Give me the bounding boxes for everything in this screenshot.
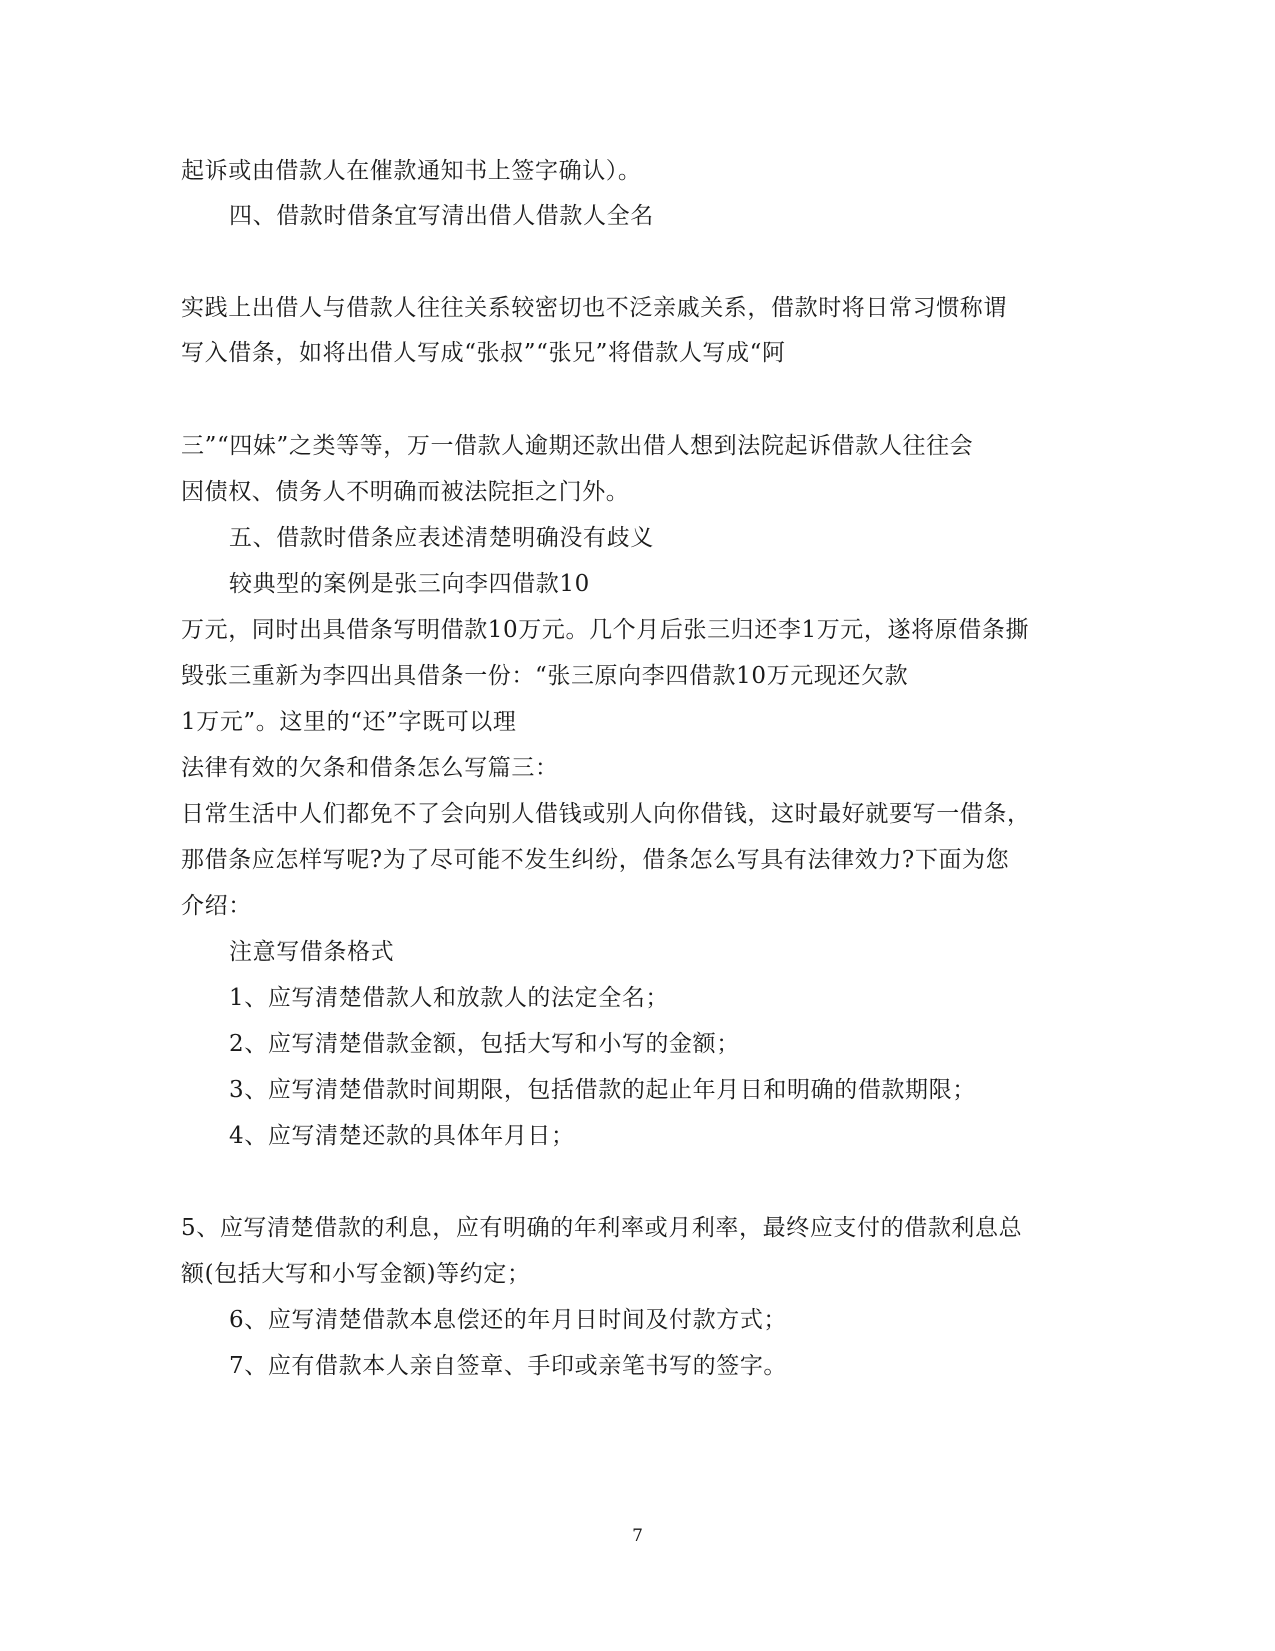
body-text-line: 三”“四妹”之类等等，万一借款人逾期还款出借人想到法院起诉借款人往往会 — [181, 433, 974, 459]
body-text-line: 万元，同时出具借条写明借款10万元。几个月后张三归还李1万元，遂将原借条撕 — [181, 617, 1030, 643]
section-heading: 四、借款时借条宜写清出借人借款人全名 — [229, 203, 654, 229]
body-text-line: 较典型的案例是张三向李四借款10 — [229, 571, 590, 597]
body-text-line: 1万元”。这里的“还”字既可以理 — [181, 709, 517, 735]
page-number: 7 — [632, 1526, 643, 1546]
list-item: 7、应有借款本人亲自签章、手印或亲笔书写的签字。 — [229, 1353, 788, 1379]
section-title: 法律有效的欠条和借条怎么写篇三： — [181, 755, 559, 781]
body-text-line: 那借条应怎样写呢?为了尽可能不发生纠纷，借条怎么写具有法律效力?下面为您 — [181, 847, 1010, 873]
body-text-line: 实践上出借人与借款人往往关系较密切也不泛亲戚关系，借款时将日常习惯称谓 — [181, 295, 1007, 321]
body-text-line: 因债权、债务人不明确而被法院拒之门外。 — [181, 479, 630, 505]
list-item-continuation: 额(包括大写和小写金额)等约定； — [181, 1261, 531, 1287]
body-text-line: 介绍： — [181, 893, 252, 919]
list-item: 3、应写清楚借款时间期限，包括借款的起止年月日和明确的借款期限； — [229, 1077, 976, 1103]
list-item: 1、应写清楚借款人和放款人的法定全名； — [229, 985, 670, 1011]
body-text-line: 起诉或由借款人在催款通知书上签字确认）。 — [181, 158, 642, 184]
list-item: 5、应写清楚借款的利息，应有明确的年利率或月利率，最终应支付的借款利息总 — [181, 1215, 1023, 1241]
body-text-line: 写入借条，如将出借人写成“张叔”“张兄”将借款人写成“阿 — [181, 340, 786, 366]
body-text-line: 毁张三重新为李四出具借条一份：“张三原向李四借款10万元现还欠款 — [181, 663, 909, 689]
section-heading: 五、借款时借条应表述清楚明确没有歧义 — [229, 525, 654, 551]
list-item: 4、应写清楚还款的具体年月日； — [229, 1123, 575, 1149]
list-item: 2、应写清楚借款金额，包括大写和小写的金额； — [229, 1031, 740, 1057]
body-text-line: 日常生活中人们都免不了会向别人借钱或别人向你借钱，这时最好就要写一借条， — [181, 801, 1031, 827]
section-heading: 注意写借条格式 — [229, 939, 395, 965]
list-item: 6、应写清楚借款本息偿还的年月日时间及付款方式； — [229, 1307, 788, 1333]
